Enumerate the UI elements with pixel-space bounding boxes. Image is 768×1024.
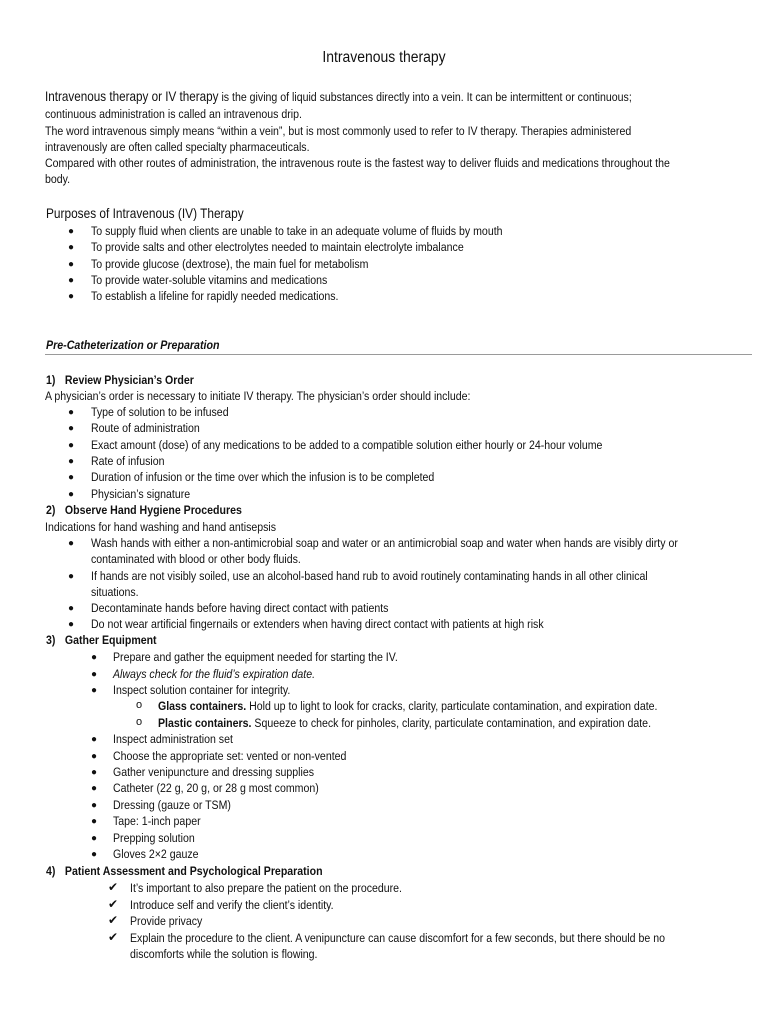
list-item: Inspect solution container for integrity. — [113, 683, 291, 697]
list-item: Choose the appropriate set: vented or non-vented — [113, 749, 347, 763]
section-divider — [45, 354, 752, 355]
checklist-item: It’s important to also prepare the patient on the procedure. — [130, 881, 403, 895]
list-item: Catheter (22 g, 20 g, or 28 g most common) — [113, 781, 319, 795]
step-3-heading: 3) Gather Equipment — [46, 633, 157, 647]
step-1-heading: 1) Review Physician’s Order — [46, 373, 194, 387]
list-item: Tape: 1-inch paper — [113, 814, 201, 828]
list-item: Exact amount (dose) of any medications to be added to a compatible solution either hourly or 24-hour volume — [91, 438, 603, 452]
bullet: ● — [91, 652, 98, 663]
list-item: Route of administration — [91, 421, 200, 435]
bullet: ● — [68, 407, 75, 418]
purpose-item: To establish a lifeline for rapidly needed medications. — [91, 289, 339, 303]
bullet: ● — [68, 619, 75, 630]
purpose-item: To provide water-soluble vitamins and medications — [91, 273, 328, 287]
list-item-continued: contaminated with blood or other body fluids. — [91, 552, 301, 566]
step-4-heading: 4) Patient Assessment and Psychological Preparation — [46, 864, 323, 878]
checklist-item: Introduce self and verify the client’s identity. — [130, 898, 334, 912]
bullet: ● — [68, 291, 75, 302]
list-item: Decontaminate hands before having direct contact with patients — [91, 601, 389, 615]
bullet: ● — [68, 603, 75, 614]
section-heading: Pre-Catheterization or Preparation — [46, 338, 220, 352]
list-item: Duration of infusion or the time over which the infusion is to be completed — [91, 470, 435, 484]
purpose-item: To provide glucose (dextrose), the main fuel for metabolism — [91, 257, 369, 271]
bullet: ● — [91, 669, 98, 680]
step-2-heading: 2) Observe Hand Hygiene Procedures — [46, 503, 242, 517]
list-item: Gloves 2×2 gauze — [113, 847, 199, 861]
bullet: ● — [68, 242, 75, 253]
sub-list-item: Plastic containers. Squeeze to check for pinholes, clarity, particulate contamination, and expiration date. — [158, 716, 652, 730]
bullet: ● — [68, 456, 75, 467]
page-title: Intravenous therapy — [322, 49, 446, 66]
checkmark-icon: ✔ — [108, 897, 119, 911]
bullet: ● — [68, 472, 75, 483]
list-item: Dressing (gauze or TSM) — [113, 798, 231, 812]
checklist-item-continued: discomforts while the solution is flowing. — [130, 947, 318, 961]
list-item: Do not wear artificial fingernails or extenders when having direct contact with patients at high risk — [91, 617, 544, 631]
intro-line-5: Compared with other routes of administration, the intravenous route is the fastest way to deliver fluids and medications throughout the — [45, 156, 670, 170]
checkmark-icon: ✔ — [108, 880, 119, 894]
checkmark-icon: ✔ — [108, 913, 119, 927]
list-item: Inspect administration set — [113, 732, 233, 746]
intro-line-6: body. — [45, 172, 71, 186]
bullet: ● — [91, 734, 98, 745]
bullet: ● — [91, 751, 98, 762]
list-item: Rate of infusion — [91, 454, 165, 468]
bullet: ● — [68, 538, 75, 549]
list-item: Type of solution to be infused — [91, 405, 229, 419]
bullet: ● — [68, 423, 75, 434]
bullet: ● — [91, 685, 98, 696]
intro-line-1: Intravenous therapy or IV therapy is the giving of liquid substances directly into a vein. It can be intermittent or continuous; — [45, 89, 632, 104]
intro-line-2: continuous administration is called an intravenous drip. — [45, 107, 302, 121]
checklist-item: Explain the procedure to the client. A venipuncture can cause discomfort for a few seconds, but there should be no — [130, 931, 665, 945]
checkmark-icon: ✔ — [108, 930, 119, 944]
purpose-item: To provide salts and other electrolytes needed to maintain electrolyte imbalance — [91, 240, 464, 254]
bullet: ● — [68, 259, 75, 270]
intro-line-4: intravenously are often called specialty pharmaceuticals. — [45, 140, 310, 154]
list-item: Wash hands with either a non-antimicrobial soap and water or an antimicrobial soap and water when hands are visibly dirty or — [91, 536, 678, 550]
purpose-item: To supply fluid when clients are unable to take in an adequate volume of fluids by mouth — [91, 224, 503, 238]
list-item-continued: situations. — [91, 585, 139, 599]
sub-bullet: o — [136, 699, 143, 711]
bullet: ● — [91, 816, 98, 827]
bullet: ● — [68, 571, 75, 582]
checklist-item: Provide privacy — [130, 914, 203, 928]
bullet: ● — [68, 440, 75, 451]
bullet: ● — [91, 783, 98, 794]
step-1-intro: A physician’s order is necessary to initiate IV therapy. The physician’s order should include: — [45, 389, 471, 403]
bullet: ● — [91, 849, 98, 860]
intro-lead: Intravenous therapy or IV therapy — [45, 89, 219, 104]
list-item: Prepping solution — [113, 831, 195, 845]
list-item: If hands are not visibly soiled, use an alcohol-based hand rub to avoid routinely contaminating hands in all other clinical — [91, 569, 648, 583]
intro-line-3: The word intravenous simply means “within a vein”, but is most commonly used to refer to IV therapy. Therapies administered — [45, 124, 632, 138]
bullet: ● — [91, 800, 98, 811]
list-item: Gather venipuncture and dressing supplies — [113, 765, 315, 779]
sub-list-item: Glass containers. Hold up to light to look for cracks, clarity, particulate contamination, and expiration date. — [158, 699, 658, 713]
bullet: ● — [91, 833, 98, 844]
bullet: ● — [68, 275, 75, 286]
bullet: ● — [68, 226, 75, 237]
sub-bullet: o — [136, 716, 143, 728]
purposes-heading: Purposes of Intravenous (IV) Therapy — [46, 206, 244, 221]
step-2-intro: Indications for hand washing and hand antisepsis — [45, 520, 277, 534]
bullet: ● — [68, 489, 75, 500]
list-item: Physician’s signature — [91, 487, 191, 501]
bullet: ● — [91, 767, 98, 778]
list-item: Prepare and gather the equipment needed for starting the IV. — [113, 650, 398, 664]
list-item: Always check for the fluid’s expiration date. — [113, 667, 316, 681]
